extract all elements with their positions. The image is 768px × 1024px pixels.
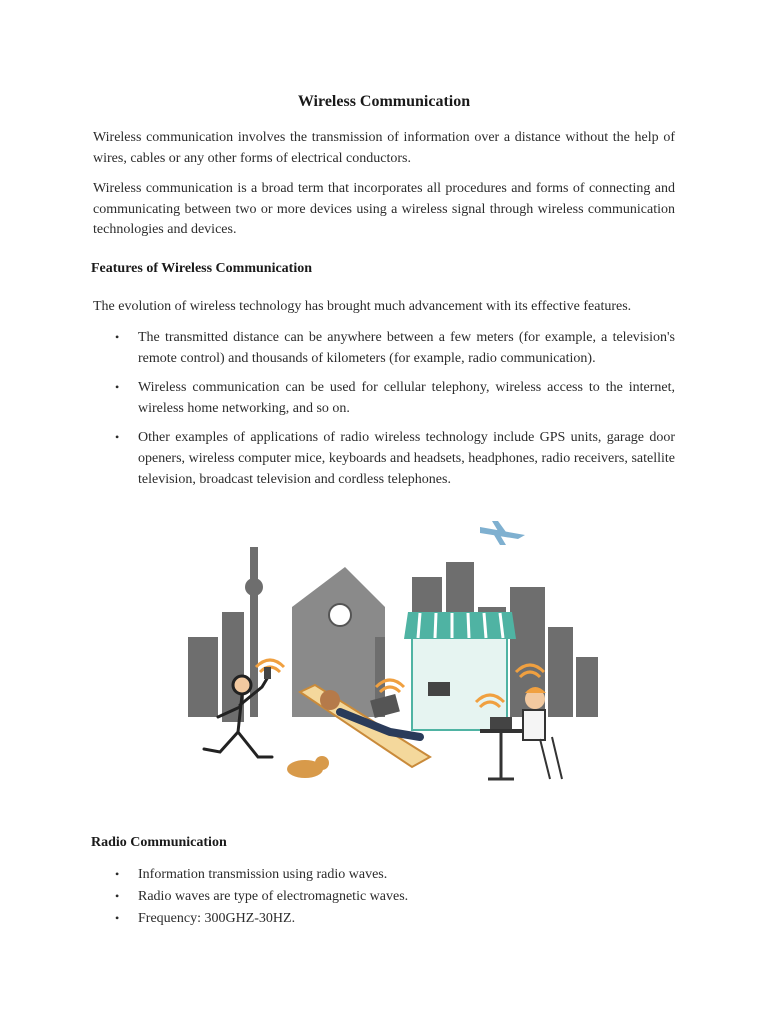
list-item (93, 327, 675, 369)
list-item (93, 908, 675, 929)
list-item-text: The transmitted distance can be anywhere between a few meters (for example, a television's remote control) and thousands of kilometers (for example, radio communication). (138, 330, 675, 366)
dog (287, 756, 329, 778)
list-item-text: Wireless communication can be used for cellular telephony, wireless access to the internet, wireless home networking, and so on. (138, 380, 675, 416)
list-item-text: Frequency: 300GHZ-30HZ. (138, 911, 296, 926)
features-lead: The evolution of wireless technology has brought much advancement with its effective features. (93, 299, 632, 314)
features-list (93, 327, 675, 490)
list-item (93, 864, 675, 885)
page-title: Wireless Communication (297, 93, 471, 110)
radio-list (93, 864, 675, 930)
list-item (93, 886, 675, 907)
list-item-text: Information transmission using radio waves. (138, 867, 388, 882)
list-item (93, 427, 675, 490)
features-heading: Features of Wireless Communication (91, 261, 313, 276)
bullet-glyph: • (115, 330, 120, 344)
intro-paragraph-1: Wireless communication involves the transmission of information over a distance without the help of wires, cables or any other forms of electrical conductors. (93, 130, 675, 166)
bullet-glyph: • (115, 867, 120, 881)
list-item-text: Radio waves are type of electromagnetic waves. (138, 889, 409, 904)
bullet-glyph: • (115, 430, 120, 444)
radio-heading: Radio Communication (91, 835, 227, 850)
cafe-shop (404, 612, 516, 730)
list-item-text: Other examples of applications of radio wireless technology include GPS units, garage door openers, wireless computer mice, keyboards and headsets, headphones, radio receivers, satellite television, broadcast television and cordless telephones. (138, 430, 675, 487)
wireless-city-illustration (180, 517, 610, 807)
airplane-icon (480, 521, 525, 545)
bullet-glyph: • (115, 911, 120, 925)
bullet-glyph: • (115, 380, 120, 394)
intro-paragraph-2: Wireless communication is a broad term that incorporates all procedures and forms of connecting and communicating between two or more devices using a wireless signal through wireless communication technologies and devices. (93, 181, 675, 237)
list-item (93, 377, 675, 419)
bullet-glyph: • (115, 889, 120, 903)
